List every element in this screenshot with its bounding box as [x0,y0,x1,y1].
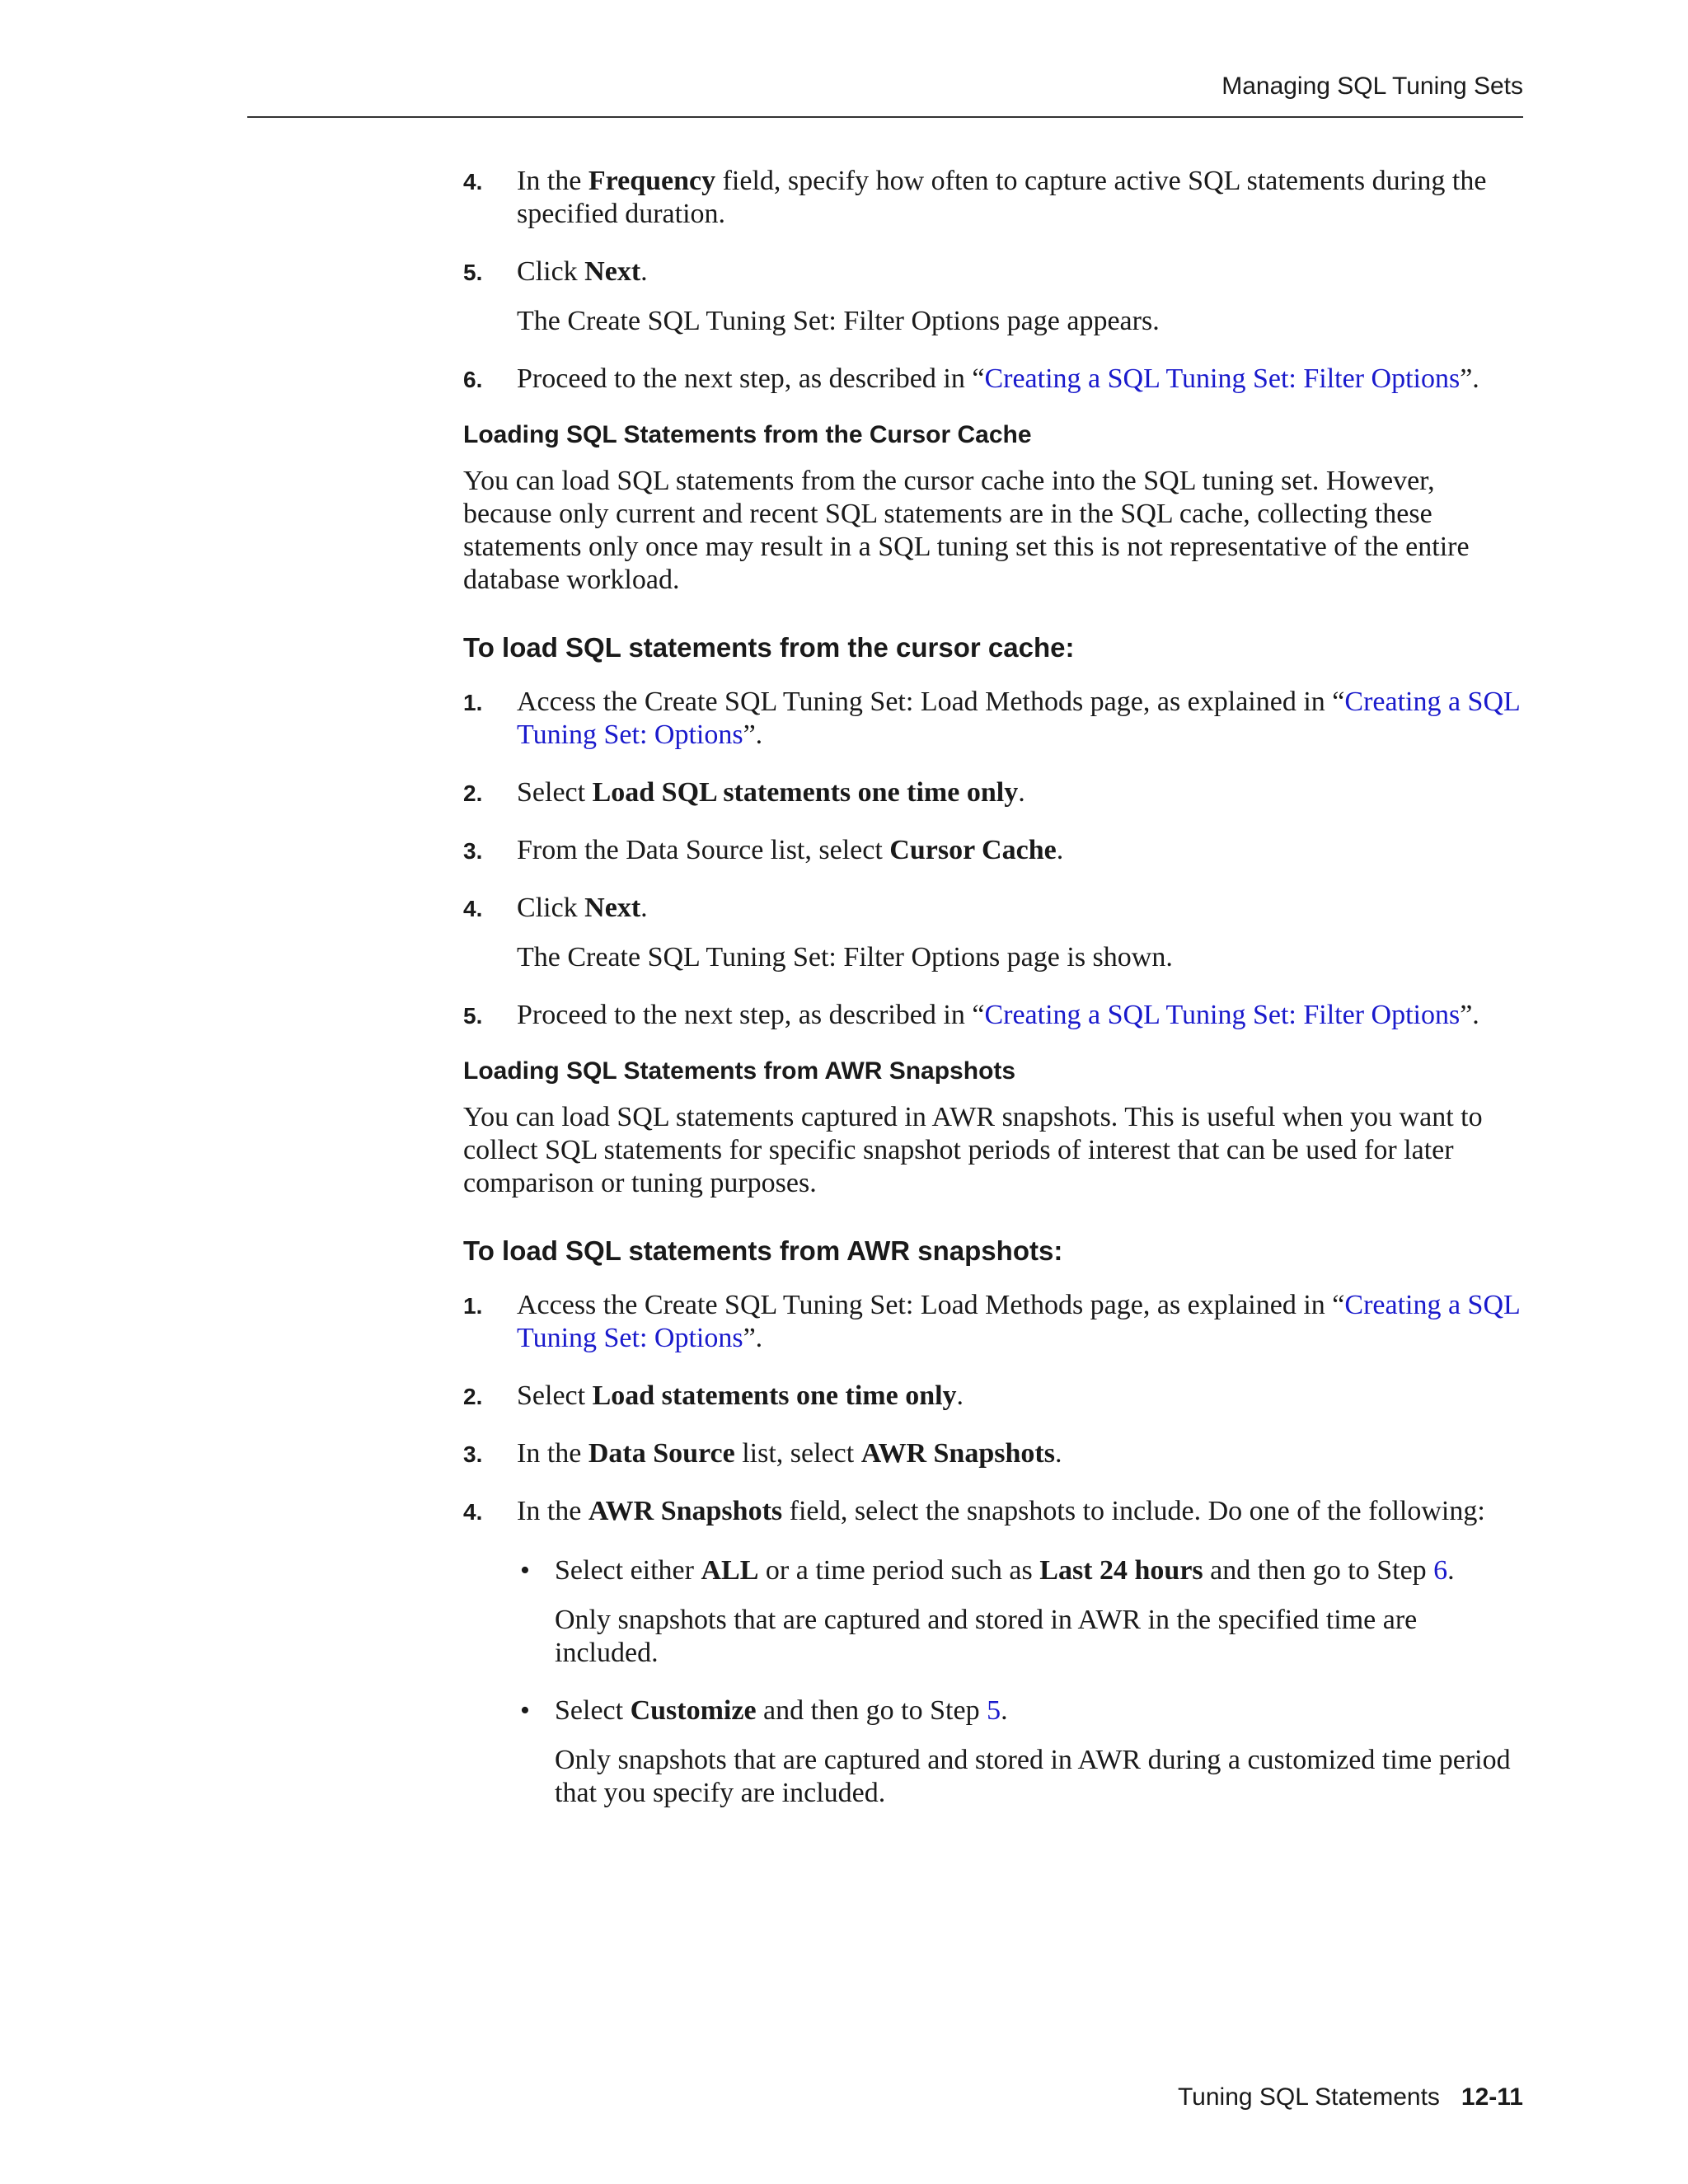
awr-step-2 [463,1380,1526,1413]
header-rule [247,116,1523,118]
footer-chapter-title: Tuning SQL Statements [1177,2083,1440,2111]
ui-term: Next [584,893,641,923]
step-text: . [640,893,648,923]
bullet-note: Only snapshots that are captured and stored in AWR in the specified time are included. [555,1605,1418,1668]
step-text: . [1054,1438,1062,1469]
step-number: 6. [463,367,483,392]
cursor-cache-heading: Loading SQL Statements from the Cursor Cache [463,421,1032,448]
step-text: Select [517,777,593,808]
bullet-text: and then go to Step [756,1695,987,1726]
cursor-step-4 [463,892,1526,974]
step-number: 5. [463,1003,483,1029]
step-number: 2. [463,780,483,806]
cursor-step-5 [463,999,1526,1032]
ui-term: Load SQL statements one time only [592,777,1019,808]
ui-term: Cursor Cache [889,835,1057,865]
bullet-text: . [1001,1695,1008,1726]
awr-step-1 [463,1289,1526,1355]
step-number: 3. [463,1441,483,1467]
bullet-text: Select either [555,1555,701,1586]
step-text: ”. [743,719,763,750]
step-text: ”. [1460,363,1479,394]
options-link[interactable]: Creating a SQL Tuning Set: Options [517,687,1520,750]
step-number: 4. [463,169,483,194]
ui-term: ALL [701,1555,759,1586]
cursor-step-2 [463,776,1526,809]
page-content [463,165,1526,1835]
step-text: list, select [734,1438,861,1469]
step-text: field, select the snapshots to include. Do one of the following: [782,1496,1485,1526]
step-text: Click [517,893,585,923]
cursor-step-3 [463,834,1526,867]
awr-step-3 [463,1437,1526,1470]
bullet-text: Select [555,1695,631,1726]
bullet-icon: • [520,1695,530,1726]
step-text: ”. [743,1323,763,1353]
awr-intro: You can load SQL statements captured in AWR snapshots. This is useful when you want to collect SQL statements for specific snapshot periods of interest that can be used for later comparison or tuning purposes. [463,1102,1483,1198]
step-text: In the [517,1438,588,1469]
bullet-icon: • [520,1555,530,1586]
step-text: field, specify how often to capture active SQL statements during the specified duration. [517,166,1487,229]
step-text: Proceed to the next step, as described in “ [517,363,985,394]
step-number: 1. [463,690,483,715]
step-text: Select [517,1380,593,1411]
cursor-step-1 [463,686,1526,752]
filter-options-link[interactable]: Creating a SQL Tuning Set: Filter Options [984,1000,1461,1030]
step-number: 4. [463,896,483,921]
step-text: ”. [1460,1000,1479,1030]
step-text: Proceed to the next step, as described in “ [517,1000,985,1030]
cursor-cache-intro: You can load SQL statements from the cursor cache into the SQL tuning set. However, because only current and recent SQL statements are in the SQL cache, collecting these statements only once may result in a SQL tuning set this is not representative of the entire database workload. [463,466,1470,595]
step-note: The Create SQL Tuning Set: Filter Options page appears. [517,306,1160,336]
filter-options-link[interactable]: Creating a SQL Tuning Set: Filter Options [984,363,1461,394]
step-number: 2. [463,1384,483,1409]
step-6-proceed [463,363,1526,396]
step-number: 5. [463,260,483,285]
bullet-list [517,1554,1526,1810]
ui-term: Customize [630,1695,757,1726]
ui-term: Frequency [588,166,716,196]
step-text: In the [517,166,588,196]
running-header: Managing SQL Tuning Sets [1221,73,1523,100]
step-text: Access the Create SQL Tuning Set: Load Methods page, as explained in “ [517,687,1345,717]
ui-term: Last 24 hours [1039,1555,1203,1586]
step-text: Click [517,256,585,287]
step-number: 4. [463,1499,483,1525]
step-5-click-next [463,255,1526,338]
step-text: . [956,1380,964,1411]
ui-term: AWR Snapshots [588,1496,783,1526]
ui-term: Load statements one time only [592,1380,957,1411]
ui-term: Data Source [588,1438,735,1469]
ui-term: Next [584,256,641,287]
step-number: 3. [463,838,483,864]
step-note: The Create SQL Tuning Set: Filter Options page is shown. [517,942,1173,972]
step-text: . [1018,777,1025,808]
step-number: 1. [463,1293,483,1319]
options-link[interactable]: Creating a SQL Tuning Set: Options [517,1290,1520,1353]
awr-step-4 [463,1495,1526,1810]
bullet-text: . [1447,1555,1455,1586]
step-6-link[interactable]: 6 [1433,1555,1448,1586]
footer-page-number: 12-11 [1461,2083,1523,2111]
bullet-note: Only snapshots that are captured and stored in AWR during a customized time period that you specify are included. [555,1745,1511,1808]
bullet-item-all [517,1554,1526,1670]
step-text: In the [517,1496,588,1526]
ui-term: AWR Snapshots [860,1438,1055,1469]
cursor-cache-procedure-heading: To load SQL statements from the cursor cache: [463,632,1075,663]
awr-heading: Loading SQL Statements from AWR Snapshots [463,1057,1016,1085]
bullet-text: and then go to Step [1203,1555,1434,1586]
bullet-item-customize [517,1694,1526,1810]
step-5-link[interactable]: 5 [987,1695,1001,1726]
step-text: . [640,256,648,287]
step-text: . [1056,835,1064,865]
step-4-frequency [463,165,1526,231]
step-text: From the Data Source list, select [517,835,890,865]
bullet-text: or a time period such as [758,1555,1040,1586]
awr-procedure-heading: To load SQL statements from AWR snapshots: [463,1235,1063,1266]
running-footer [1071,2083,1523,2111]
step-text: Access the Create SQL Tuning Set: Load Methods page, as explained in “ [517,1290,1345,1320]
